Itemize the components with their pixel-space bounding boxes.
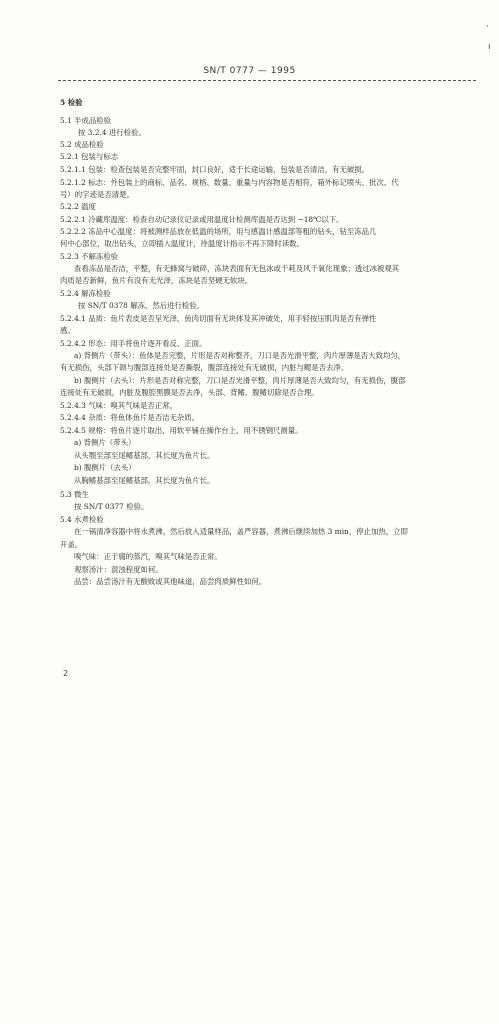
paragraph-line: b) 腹侧片（去头）	[74, 463, 136, 472]
running-header: SN/T 0777 — 1995	[203, 66, 296, 76]
paragraph-line: 5.2.1.1 包装：检查包装是否完整牢固，封口良好，适于长途运输，包装是否清洁，有无破损。	[60, 165, 370, 174]
paragraph-line: 查看冻品是否洁，平整，有无蜂窝与破碎，冻块表面有无包冰或干耗及风干氧化现象；透过冰被观其	[74, 264, 400, 273]
paragraph-line: 按 SN/T 0378 解冻，然后进行检验。	[78, 301, 205, 310]
edge-mark-top: ·	[486, 22, 489, 32]
paragraph-line: 从胸鳍基部至尾鳍基部，其长度为鱼片长。	[74, 476, 215, 485]
clause-heading: 5.1 半成品检验	[60, 116, 112, 125]
paragraph-line: 感。	[60, 326, 75, 335]
page-number: 2	[63, 669, 69, 678]
paragraph-line: 连接处有无破损，内脏及腹腔黑膜是否去净，头部、背鳍、腹鳍切除是否合理。	[60, 388, 319, 397]
paragraph-line: 5.2.1.2 标志：外包装上的商标、品名、规格、数量、重量与内容物是否相符，箱外标记喷头、批次、代	[60, 178, 399, 187]
clause-heading: 5.2 成品检验	[60, 140, 104, 149]
edge-mark-right: ı	[488, 42, 491, 52]
paragraph-line: 5.2.2.2 冻品中心温度：将被测样品放在低温的场所，用与感温计感温部等粗的钻头，钻至冻品几	[60, 227, 377, 236]
header-rule	[58, 80, 476, 81]
paragraph-line: 按 SN/T 0377 检验。	[74, 502, 149, 511]
paragraph-line: a) 背侧片（带头）：鱼体是否完整，片形是否对称整齐，刀口是否光滑平整，肉片厚薄是否大致均匀，	[74, 351, 406, 360]
paragraph-line: 号）的字迹是否清楚。	[60, 190, 134, 199]
section-heading: 5 检验	[60, 98, 83, 107]
paragraph-line: 观察汤汁：混浊程度如何。	[74, 565, 163, 574]
paragraph-line: 何中心部位，取出钻头，立即插入温度计，待温度计指示不再下降时读数。	[60, 239, 304, 248]
clause-heading: 5.4 水煮检验	[60, 515, 104, 524]
clause-heading: 5.2.3 不解冻检验	[60, 252, 119, 261]
clause-heading: 5.2.1 包装与标志	[60, 152, 119, 161]
paragraph-line: 5.2.4.3 气味：嗅其气味是否正常。	[60, 401, 177, 410]
clause-heading: 5.2.2 温度	[60, 202, 96, 211]
paragraph-line: 品尝：品尝汤汁有无酸败或其他味道，品尝肉质鲜性如何。	[74, 577, 267, 586]
paragraph-line: 嗅气味：正于腐的蒸汽，嗅其气味是否正常。	[74, 552, 222, 561]
paragraph-line: 5.2.4.2 形态：用手将鱼片逐开看反、正面。	[60, 339, 207, 348]
paragraph-line: 在一锅清净容器中将水煮沸，然后放入适量样品，盖严容器，煮沸后继续加热 3 min，停止加热，立即	[74, 527, 408, 536]
paragraph-line: 按 3.2.4 进行检验。	[78, 128, 146, 137]
paragraph-line: 5.2.4.1 品质：鱼片表皮是否呈光泽，鱼肉切面有无块体及其冲破处，用手轻按压肌肉是否有弹性	[60, 314, 377, 323]
paragraph-line: 5.2.2.1 冷藏库温度：检查自动记录仪记录或用温度计检测库温是否达到 −18℃以下。	[60, 215, 344, 224]
paragraph-line: a) 背侧片（带头）	[74, 438, 136, 447]
clause-heading: 5.2.4 解冻检验	[60, 289, 111, 298]
paragraph-line: 从头颚至部至尾鳍基部，其长度为鱼片长。	[74, 451, 215, 460]
paragraph-line: 5.2.4.5 规格：将鱼片逐片取出，用软平铺在操作台上，用不锈钢尺测量。	[60, 426, 303, 435]
paragraph-line: 5.2.4.4 杂质：将鱼体鱼片是否洁无杂质。	[60, 413, 200, 422]
clause-heading: 5.3 微生	[60, 490, 89, 499]
paragraph-line: 开盖。	[60, 540, 83, 549]
paragraph-line: 肉质是否新鲜，鱼片有没有无光泽，冻块是否坚硬无软块。	[60, 276, 253, 285]
paragraph-line: 有无损伤，头部下颌与腹部连接处是否撕裂，腹部连接处有无破损，内脏与鳃是否去净。	[60, 363, 349, 372]
paragraph-line: b) 腹侧片（去头）：片形是否对称完整，刀口是否光滑平整，肉片厚薄是否大致均匀，有无损伤，腹部	[74, 376, 406, 385]
